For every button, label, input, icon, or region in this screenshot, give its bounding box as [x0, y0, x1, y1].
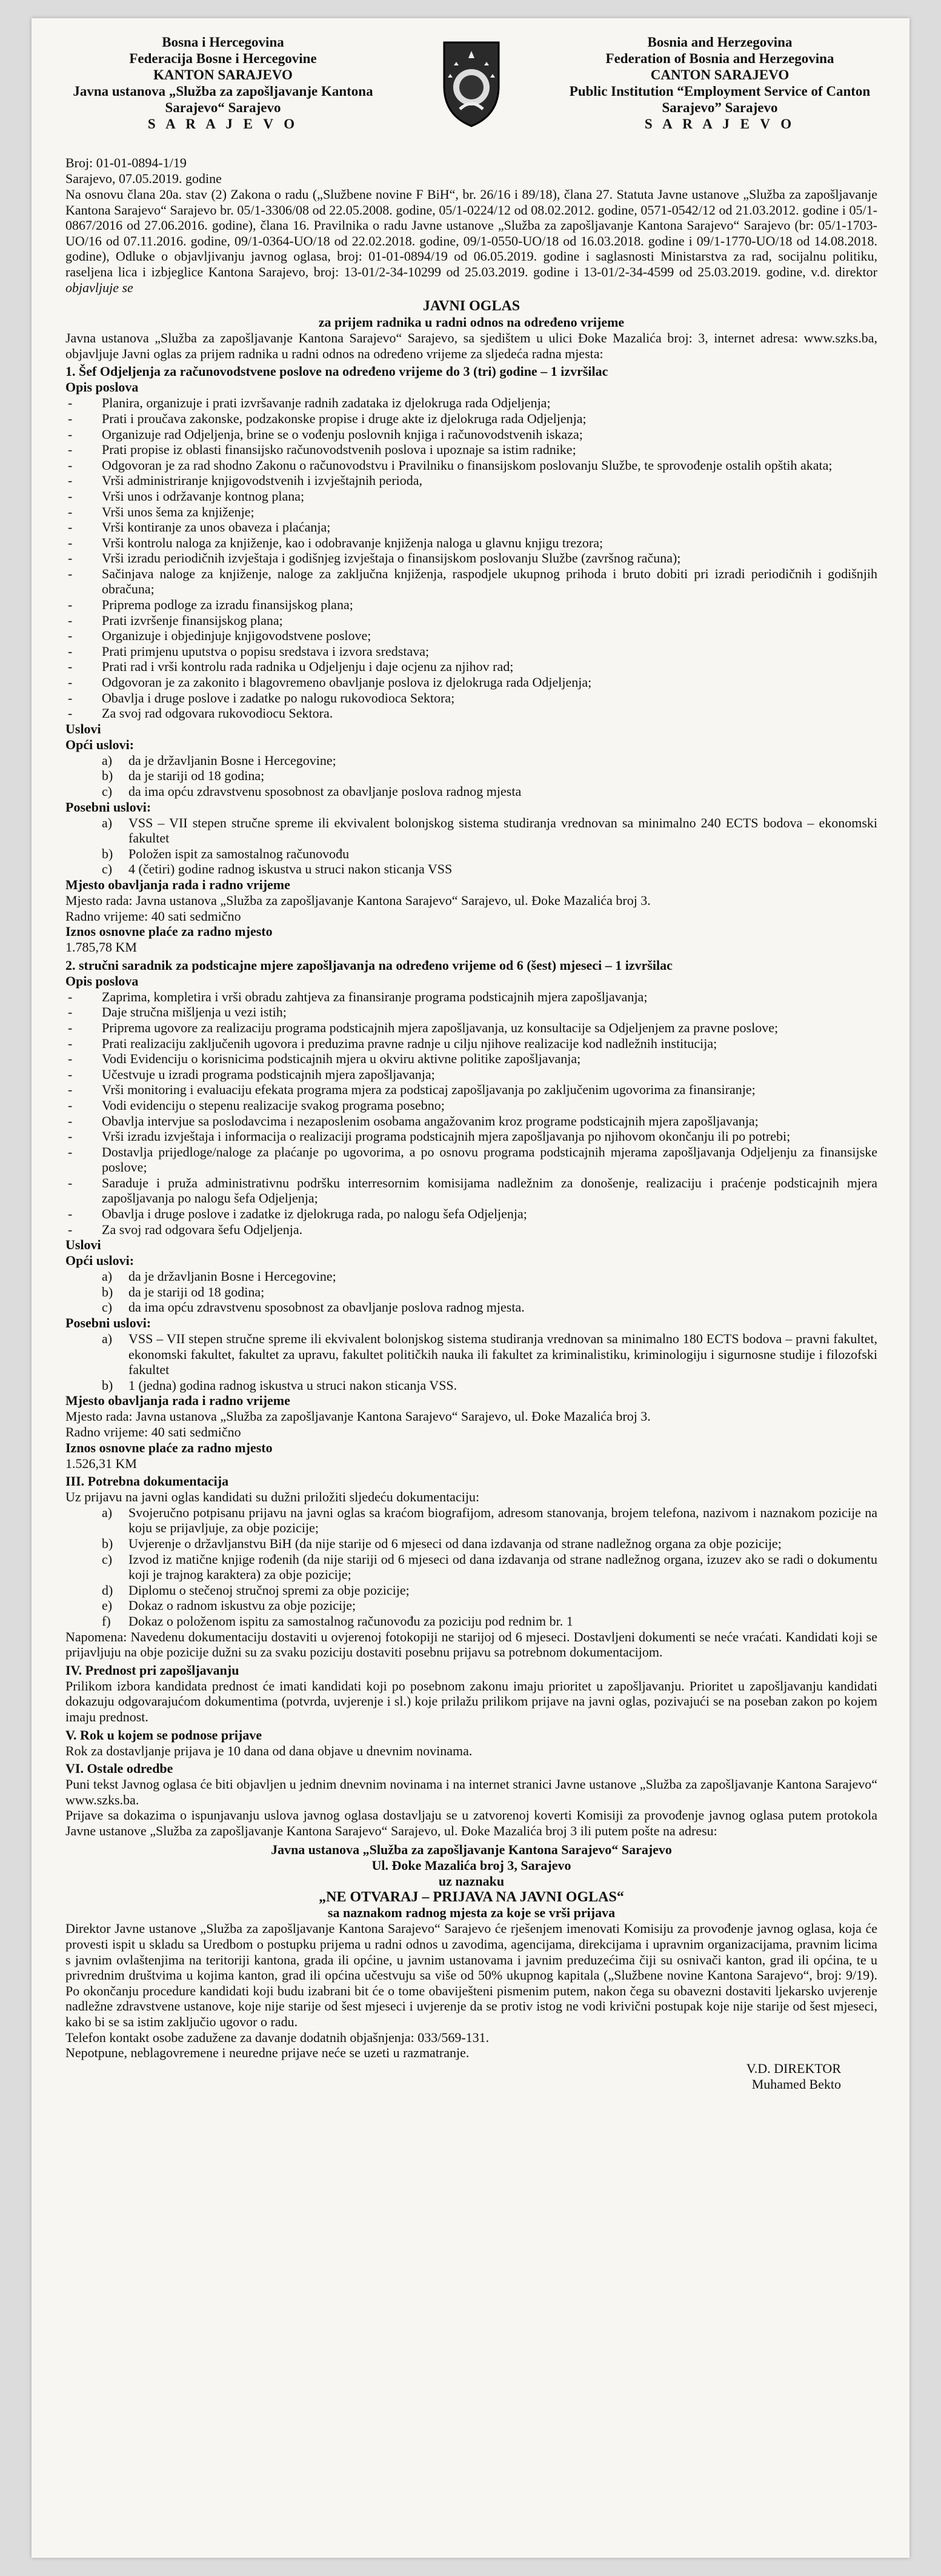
documents-list: [65, 1505, 877, 1629]
emblem: [417, 34, 526, 128]
duty-item: - Vrši administriranje knjigovodstvenih i izvještajnih perioda,: [65, 473, 877, 489]
duty-item: - Priprema ugovore za realizaciju programa podsticajnih mjera zapošljavanja, uz konsultacije sa Odjeljenjem za pravne poslove;: [65, 1020, 877, 1036]
list-marker: a): [102, 815, 113, 830]
preamble-text: Na osnovu člana 20a. stav (2) Zakona o radu („Službene novine F BiH“, br. 26/16 i 89/18), člana 27. Statuta Javne ustanove „Služba za zapošljavanje Kantona Sarajevo“ Sarajevo br. 05/1-3306/08 od 22.05.2008. godine, 05/1-0224/12 od 08.02.2012. godine, 0571-0542/12 od 21.03.2012. godine i 05/1-0867/2016 od 27.06.2016. godine), člana 16. Pravilnika o radu Javne ustanove „Služba za zapošljavanje Kantona Sarajevo“ Sarajevo (br: 05/1-1703-UO/16 od 07.11.2016. godine, 09/1-0364-UO/18 od 22.02.2018. godine, 09/1-0550-UO/18 od 16.03.2018. godine i 09/1-1770-UO/18 od 14.08.2018. godine), Odluke o objavljivanju javnog oglasa, broj: 01-01-0894/19 od 06.05.2019. godine i saglasnosti Ministarstva za rad, socijalnu politiku, raseljena lica i izbjeglice Kantona Sarajevo, broj: 13-01/2-34-10299 od 25.03.2019. godine i 13-01/2-34-4599 od 25.03.2019. godine, v.d. direktor: [65, 187, 877, 279]
list-item: [65, 1598, 877, 1613]
list-item: [65, 1378, 877, 1393]
list-marker: a): [102, 752, 113, 768]
announcement-lead: Javna ustanova „Služba za zapošljavanje Kantona Sarajevo“ Sarajevo, sa sjedištem u ulici Đoke Mazalića broj: 3, internet adresa: www.szks.ba, objavljuje Javni oglas za prijem radnika u radni odnos na određeno vrijeme za sljedeća radna mjesta:: [65, 330, 877, 361]
list-marker: d): [102, 1582, 113, 1598]
list-marker: c): [102, 1300, 113, 1315]
duty-item: - Planira, organizuje i prati izvršavanje radnih zadataka iz djelokruga rada Odjeljenja;: [65, 395, 877, 411]
address-line: Javna ustanova „Služba za zapošljavanje Kantona Sarajevo“ Sarajevo: [271, 1842, 672, 1858]
duty-item: - Dostavlja prijedloge/naloge za plaćanje po ugovorima, a po osnovu programa podsticajnih mjerama zapošljavanja Odjeljenju za finansijske poslove;: [65, 1144, 877, 1175]
workplace-text: Mjesto rada: Javna ustanova „Služba za zapošljavanje Kantona Sarajevo“ Sarajevo, ul. Đoke Mazalića broj 3.: [65, 892, 651, 908]
duty-item: - Obavlja i druge poslove i zadatke iz djelokruga rada, po nalogu šefa Odjeljenja;: [65, 1206, 877, 1222]
conditions-label: Uslovi: [65, 721, 101, 736]
salary-amount: 1.785,78 KM: [65, 939, 137, 955]
salary-label: Iznos osnovne plaće za radno mjesto: [65, 924, 273, 939]
duty-item: - Odgovoran je za zakonito i blagovremeno obavljanje poslova iz djelokruga rada Odjeljenja;: [65, 675, 877, 690]
duty-item: - Priprema podloge za izradu finansijskog plana;: [65, 597, 877, 613]
position-title: 2. stručni saradnik za podsticajne mjere zapošljavanja na određeno vrijeme od 6 (šest) mjeseci – 1 izvršilac: [65, 957, 673, 973]
section-title: III. Potrebna dokumentacija: [65, 1473, 229, 1489]
mailing-address: [65, 1842, 877, 1921]
duty-item: - Vrši kontrolu naloga za knjiženje, kao i odobravanje knjiženja naloga u glavnu knjigu trezora;: [65, 535, 877, 551]
duty-item: - Organizuje rad Odjeljenja, brine se o vođenju poslovnih knjiga i računovodstvenih iskaza;: [65, 427, 877, 442]
list-item: [65, 861, 877, 877]
list-item: [65, 1269, 877, 1284]
list-marker: b): [102, 846, 113, 861]
list-text: Dokaz o radnom iskustvu za obje pozicije;: [128, 1598, 356, 1613]
section-title: IV. Prednost pri zapošljavanju: [65, 1662, 239, 1678]
working-hours: Radno vrijeme: 40 sati sedmično: [65, 908, 241, 924]
list-item: [65, 1583, 877, 1598]
position-1: [65, 364, 877, 955]
duties-label: Opis poslova: [65, 379, 139, 395]
salary-amount: 1.526,31 KM: [65, 1455, 137, 1471]
section-text: Puni tekst Javnog oglasa će biti objavljen u jednim dnevnim novinama i na internet stranici Javne ustanove „Služba za zapošljavanje Kantona Sarajevo“ www.szks.ba.: [65, 1777, 877, 1807]
special-conditions-list: [65, 1331, 877, 1393]
header-right-line: Public Institution “Employment Service of Canton: [569, 84, 871, 99]
duty-item: - Učestvuje u izradi programa podsticajnih mjera zapošljavanja;: [65, 1067, 877, 1083]
list-item: [65, 768, 877, 784]
section-title: VI. Ostale odredbe: [65, 1761, 173, 1777]
document-body: [65, 34, 877, 2092]
signature-name: Muhamed Bekto: [751, 2076, 841, 2092]
duty-item: - Vrši izradu periodičnih izvještaja i godišnjeg izvještaja o finansijskom poslovanju Službe (završnog računa);: [65, 550, 877, 566]
position-title: 1. Šef Odjeljenja za računovodstvene poslove na određeno vrijeme do 3 (tri) godine – 1 izvršilac: [65, 364, 608, 379]
list-text: Dokaz o položenom ispitu za samostalnog računovođu za poziciju pod rednim br. 1: [128, 1613, 573, 1629]
list-item: [65, 846, 877, 862]
duty-item: - Vrši izradu izvještaja i informacija o realizaciji programa podsticajnih mjera zapošljavanja po njihovom okončanju ili po potrebi;: [65, 1129, 877, 1144]
required-documents-section: [65, 1473, 877, 1660]
duty-item: - Prati i proučava zakonske, podzakonske propise i druge akte iz djelokruga rada Odjeljenja;: [65, 411, 877, 427]
priority-section: [65, 1663, 877, 1725]
list-marker: b): [102, 1535, 113, 1551]
closing-text: Direktor Javne ustanove „Služba za zapošljavanje Kantona Sarajevo“ Sarajevo će rješenjem imenovati Komisiju za provođenje javnog oglasa, koja će provesti ispit u skladu sa Uredbom o postupku prijema u radni odnos u zavodima, agencijama, direkcijama i upravnim organizacijama, pravnim licima s javnim ovlaštenjima na teritoriji kantona, grada ili općine, u javnim ustanovama i javnim preduzećima čiji su osnivači kanton, grad ili općina, te u privrednim društvima u kojima kanton, grad ili općina učestvuju sa više od 50% ukupnog kapitala („Službene novine Kantona Sarajevo“, broj: 9/19). Po okončanju procedure kandidati koji budu izabrani bit će o tome obaviješteni pismenim putem, nakon čega su obavezni dostaviti ljekarsko uvjerenje nadležne zdravstvene ustanove, koje nije starije od šest mjeseci i uvjerenje da se protiv istog ne vodi krivični postupak koje nije starije od šest mjeseci, kako bi se sa istim zaključio ugovor o radu.: [65, 1921, 877, 2030]
legal-preamble: [65, 187, 877, 295]
signature: [65, 2061, 877, 2092]
general-conditions-label: Opći uslovi:: [65, 736, 135, 752]
workplace-label: Mjesto obavljanja rada i radno vrijeme: [65, 1393, 290, 1409]
header-right-line: Sarajevo” Sarajevo: [662, 100, 778, 115]
duty-item: - Vrši monitoring i evaluaciju efekata programa mjera za podsticaj zapošljavanja po zaključenim ugovorima za finansiranje;: [65, 1082, 877, 1098]
duty-item: - Prati primjenu uputstva o popisu sredstava i izvora sredstava;: [65, 644, 877, 659]
duty-item: - Odgovoran je za rad shodno Zakonu o računovodstvu i Pravilniku o finansijskom poslovanju Službe, te sprovođenje ostalih opštih akata;: [65, 458, 877, 473]
duty-item: - Zaprima, kompletira i vrši obradu zahtjeva za finansiranje programa podsticajnih mjera zapošljavanja;: [65, 989, 877, 1005]
list-text: da je stariji od 18 godina;: [128, 1284, 265, 1300]
announcement-title: JAVNI OGLAS: [422, 298, 520, 315]
list-item: [65, 1300, 877, 1315]
general-conditions-list: [65, 753, 877, 799]
duties-list: [65, 989, 877, 1238]
list-item: [65, 1613, 877, 1629]
section-title: V. Rok u kojem se podnose prijave: [65, 1727, 262, 1743]
address-line: „NE OTVARAJ – PRIJAVA NA JAVNI OGLAS“: [319, 1889, 624, 1906]
duties-list: [65, 395, 877, 721]
list-marker: b): [102, 1377, 113, 1393]
list-item: [65, 1284, 877, 1300]
list-item: [65, 1505, 877, 1536]
duty-item: - Za svoj rad odgovara rukovodiocu Sektora.: [65, 706, 877, 721]
list-marker: f): [102, 1613, 111, 1629]
salary-label: Iznos osnovne plaće za radno mjesto: [65, 1440, 273, 1455]
duty-item: - Prati realizaciju zaključenih ugovora i preduzima pravne radnje u cilju njihove realizacije kod nadležnih institucija;: [65, 1036, 877, 1052]
list-item: [65, 753, 877, 769]
list-text: Položen ispit za samostalnog računovođu: [128, 846, 350, 861]
list-marker: c): [102, 1551, 113, 1567]
duty-item: - Za svoj rad odgovara šefu Odjeljenja.: [65, 1222, 877, 1238]
list-marker: b): [102, 1284, 113, 1300]
conditions-label: Uslovi: [65, 1237, 101, 1253]
list-text: da ima opću zdravstvenu sposobnost za obavljanje poslova radnog mjesta: [128, 784, 522, 799]
special-conditions-list: [65, 815, 877, 877]
list-text: VSS – VII stepen stručne spreme ili ekvivalent bolonjskog sistema studiranja vrednovan sa minimalno 180 ECTS bodova – pravni fakultet, ekonomski fakultet, fakultet za upravu, fakultet političkih nauka ili fakultet za kriminalistiku, kriminologiju i sigurnosne studije i filozofski fakultet: [128, 1331, 877, 1378]
header-right-line: S A R A J E V O: [644, 116, 796, 132]
list-text: Uvjerenje o državljanstvu BiH (da nije starije od 6 mjeseci od dana izdavanja od strane nadležnog organa za obje pozicije;: [128, 1535, 782, 1551]
workplace-text: Mjesto rada: Javna ustanova „Služba za zapošljavanje Kantona Sarajevo“ Sarajevo, ul. Đoke Mazalića broj 3.: [65, 1409, 651, 1424]
list-text: Izvod iz matične knjige rođenih (da nije stariji od 6 mjeseci od dana izdavanja od strane nadležnog organa, izuzev ako se radi o dokumentu koji je trajnog karaktera) za obje pozicije;: [128, 1551, 877, 1583]
list-item: [65, 784, 877, 799]
general-conditions-label: Opći uslovi:: [65, 1253, 135, 1269]
letterhead-left: [65, 34, 381, 132]
list-item: [65, 1552, 877, 1583]
working-hours: Radno vrijeme: 40 sati sedmično: [65, 1424, 241, 1440]
special-conditions-label: Posebni uslovi:: [65, 799, 151, 815]
duties-label: Opis poslova: [65, 973, 139, 989]
section-text: Prijave sa dokazima o ispunjavanju uslova javnog oglasa dostavljaju se u zatvorenoj koverti Komisiji za provođenje javnog oglasa putem protokola Javne ustanove „Služba za zapošljavanje Kantona Sarajevo“ Sarajevo, ul. Đoke Mazalića broj 3 ili putem pošte na adresu:: [65, 1807, 877, 1838]
workplace-label: Mjesto obavljanja rada i radno vrijeme: [65, 876, 290, 892]
header-right-line: Federation of Bosnia and Herzegovina: [605, 51, 834, 66]
header-left-line: Javna ustanova „Služba za zapošljavanje Kantona: [73, 84, 373, 99]
duty-item: - Vodi Evidenciju o korisnicima podsticajnih mjera u okviru aktivne politike zapošljavanja;: [65, 1051, 877, 1067]
duty-item: - Daje stručna mišljenja u vezi istih;: [65, 1004, 877, 1020]
list-text: da ima opću zdravstvenu sposobnost za obavljanje poslova radnog mjesta.: [128, 1300, 525, 1315]
list-text: Diplomu o stečenoj stručnoj spremi za obje pozicije;: [128, 1582, 410, 1598]
letterhead: [65, 34, 877, 153]
duty-item: - Obavlja intervjue sa poslodavcima i nezaposlenim osobama angažovanim kroz programe podsticajnih mjera zapošljavanja;: [65, 1113, 877, 1129]
general-conditions-list: [65, 1269, 877, 1315]
address-line: Ul. Đoke Mazalića broj 3, Sarajevo: [371, 1858, 571, 1874]
address-line: uz naznaku: [438, 1874, 505, 1889]
duty-item: - Sačinjava naloge za knjiženje, naloge za zaključna knjiženja, raspodjele ukupnog prihoda i bruto dobiti pri izradi periodičnih i godišnjih obračuna;: [65, 566, 877, 597]
position-2: [65, 958, 877, 1471]
deadline-section: [65, 1727, 877, 1759]
duty-item: - Vrši kontiranje za unos obaveza i plaćanja;: [65, 519, 877, 535]
address-line: sa naznakom radnog mjesta za koje se vrši prijava: [327, 1905, 616, 1921]
duty-item: - Prati propise iz oblasti finansijsko računovodstvenih poslova i upoznaje sa istim radnike;: [65, 442, 877, 458]
document-date: Sarajevo, 07.05.2019. godine: [65, 171, 222, 186]
list-marker: c): [102, 861, 113, 877]
job-announcement-page: [32, 18, 909, 2558]
document-meta: [65, 155, 877, 187]
header-left-line: KANTON SARAJEVO: [153, 67, 293, 82]
list-text: da je stariji od 18 godina;: [128, 768, 265, 784]
list-marker: a): [102, 1331, 113, 1347]
list-text: Svojeručno potpisanu prijavu na javni oglas sa kraćom biografijom, adresom stanovanja, brojem telefona, nazivom i naznakom pozicije na koju se prijavljuje, za obje pozicije;: [128, 1504, 877, 1536]
letterhead-right: [562, 34, 877, 132]
list-marker: a): [102, 1504, 113, 1520]
section-text: Rok za dostavljanje prijava je 10 dana od dana objave u dnevnim novinama.: [65, 1743, 473, 1758]
list-text: 4 (četiri) godine radnog iskustva u struci nakon sticanja VSS: [128, 861, 453, 877]
section-text: Prilikom izbora kandidata prednost će imati kandidati koji po posebnom zakonu imaju prioritet u zapošljavanju. Prioritet u zapošljavanju kandidati dokazuju odgovarajućom dokumentima (potvrda, uvjerenje i sl.) koje prilažu prilikom prijave na javni oglas, pozivajući se na poseban zakon po kojem imaju prednost.: [65, 1678, 877, 1724]
list-text: da je državljanin Bosne i Hercegovine;: [128, 1269, 336, 1284]
list-item: [65, 1331, 877, 1378]
header-right-line: Bosnia and Herzegovina: [647, 35, 793, 50]
duty-item: - Organizuje i objedinjuje knjigovodstvene poslove;: [65, 628, 877, 644]
duty-item: - Obavlja i druge poslove i zadatke po nalogu rukovodioca Sektora;: [65, 690, 877, 706]
duty-item: - Prati rad i vrši kontrolu rada radnika u Odjeljenju i daje ocjenu za njihov rad;: [65, 659, 877, 675]
duty-item: - Vodi evidenciju o stepenu realizacije svakog programa posebno;: [65, 1098, 877, 1113]
list-text: VSS – VII stepen stručne spreme ili ekvivalent bolonjskog sistema studiranja vrednovan sa minimalno 240 ECTS bodova – ekonomski fakultet: [128, 815, 877, 846]
list-text: 1 (jedna) godina radnog iskustva u struci nakon sticanja VSS.: [128, 1377, 457, 1393]
duty-item: - Prati izvršenje finansijskog plana;: [65, 613, 877, 629]
contact-phone: Telefon kontakt osobe zadužene za davanje dodatnih objašnjenja: 033/569-131.: [65, 2029, 490, 2045]
section-lead: Uz prijavu na javni oglas kandidati su dužni priložiti sljedeću dokumentaciju:: [65, 1489, 480, 1505]
signature-role: V.D. DIREKTOR: [746, 2060, 841, 2076]
list-marker: a): [102, 1269, 113, 1284]
list-marker: b): [102, 768, 113, 784]
list-item: [65, 815, 877, 846]
header-left-line: Bosna i Hercegovina: [162, 35, 284, 50]
announcement-subtitle: za prijem radnika u radni odnos na određeno vrijeme: [318, 315, 625, 330]
duty-item: - Vrši unos šema za knjiženje;: [65, 504, 877, 520]
header-left-line: S A R A J E V O: [147, 116, 299, 132]
canton-sarajevo-coat-of-arms-icon: [438, 38, 505, 128]
list-text: da je državljanin Bosne i Hercegovine;: [128, 752, 336, 768]
duty-item: - Saraduje i pruža administrativnu podršku interresornim komisijama nadležnim za donošenje, realizaciju i praćenje podsticajnih mjera zapošljavanja po nalogu šefa Odjeljenja;: [65, 1175, 877, 1206]
list-marker: c): [102, 784, 113, 799]
document-number: Broj: 01-01-0894-1/19: [65, 155, 187, 170]
duty-item: - Vrši unos i održavanje kontnog plana;: [65, 489, 877, 504]
header-left-line: Federacija Bosne i Hercegovine: [129, 51, 317, 66]
preamble-italic: objavljuje se: [65, 279, 133, 295]
header-right-line: CANTON SARAJEVO: [650, 67, 790, 82]
incomplete-notice: Nepotpune, neblagovremene i neuredne prijave neće se uzeti u razmatranje.: [65, 2045, 470, 2061]
header-left-line: Sarajevo“ Sarajevo: [165, 100, 281, 115]
documents-note: Napomena: Navedenu dokumentaciju dostaviti u ovjerenoj fotokopiji ne starijoj od 6 mjeseci. Dostavljeni dokumenti se neće vraćati. Kandidati koji se prijavljuju na obje pozicije dužni su za svaku poziciju dostaviti posebnu prijavu sa potrebnom dokumentacijom.: [65, 1629, 877, 1660]
list-marker: e): [102, 1598, 113, 1613]
list-item: [65, 1536, 877, 1552]
other-provisions-section: [65, 1761, 877, 1838]
special-conditions-label: Posebni uslovi:: [65, 1315, 151, 1331]
